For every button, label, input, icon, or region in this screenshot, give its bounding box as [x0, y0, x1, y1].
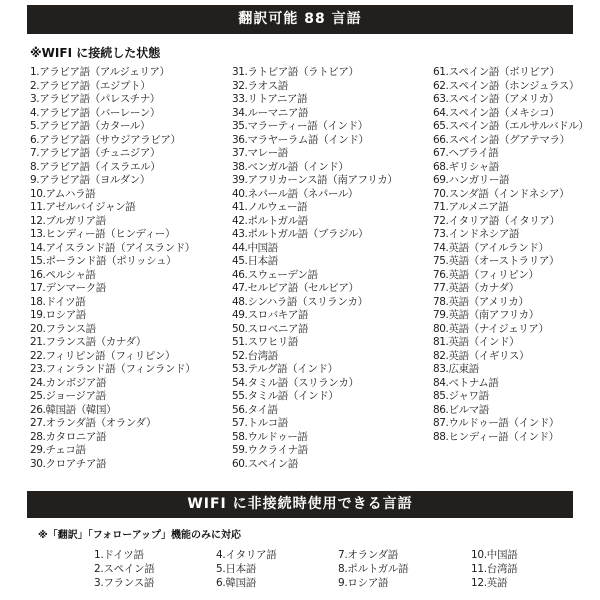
- language-list-item: 26.韓国語（韓国）: [30, 403, 117, 416]
- offline-language-item: 6.韓国語: [216, 577, 257, 589]
- language-list-item: 15.ポーランド語（ポリッシュ）: [30, 255, 177, 267]
- offline-language-item: 11.台湾語: [471, 563, 518, 575]
- language-list-item: 19.ロシア語: [30, 309, 86, 321]
- language-list-item: 38.ベンガル語（インド）: [232, 160, 349, 173]
- language-list-item: 54.タミル語（スリランカ）: [232, 376, 359, 389]
- language-list-item: 79.英語（南アフリカ）: [433, 309, 539, 321]
- language-list-item: 53.テルグ語（インド）: [232, 363, 338, 375]
- language-list-item: 69.ハンガリー語: [433, 174, 510, 186]
- language-list-item: 78.英語（アメリカ）: [433, 295, 529, 308]
- language-list-item: 87.ウルドゥー語（インド）: [433, 417, 560, 429]
- language-list-item: 13.ヒンディー語（ヒンディー）: [30, 228, 176, 240]
- language-list-item: 81.英語（インド）: [433, 336, 520, 348]
- language-list-item: 88.ヒンディー語（インド）: [433, 430, 559, 443]
- language-list-item: 60.スペイン語: [232, 457, 298, 470]
- language-list-item: 14.アイスランド語（アイスランド）: [30, 241, 195, 254]
- language-list-item: 52.台湾語: [232, 349, 278, 362]
- language-list-item: 71.アルメニア語: [433, 201, 509, 213]
- language-list-item: 83.広東語: [433, 363, 479, 375]
- language-list-item: 22.フィリピン語（フィリピン）: [30, 349, 176, 362]
- language-list-item: 24.カンボジア語: [30, 376, 107, 389]
- language-list-column-1: [30, 66, 195, 471]
- language-list-item: 85.ジャワ語: [433, 390, 489, 402]
- offline-language-grid: [94, 548, 564, 590]
- language-list-item: 5.アラビア語（カタール）: [30, 120, 151, 132]
- offline-language-item: 4.イタリア語: [216, 549, 277, 561]
- language-list-item: 46.スウェーデン語: [232, 268, 318, 281]
- language-list-item: 61.スペイン語（ボリビア）: [433, 66, 560, 78]
- language-list-item: 67.ヘブライ語: [433, 147, 499, 159]
- language-list-item: 75.英語（オーストラリア）: [433, 255, 560, 267]
- offline-banner: [27, 491, 573, 518]
- language-list-item: 73.インドネシア語: [433, 228, 520, 240]
- language-list-item: 31.ラトビア語（ラトビア）: [232, 66, 359, 78]
- language-list-item: 65.スペイン語（エルサルバドル）: [433, 120, 589, 132]
- language-list-item: 45.日本語: [232, 255, 278, 267]
- language-list-item: 64.スペイン語（メキシコ）: [433, 106, 560, 119]
- language-list-item: 36.マラヤーラム語（インド）: [232, 133, 369, 146]
- language-list-item: 82.英語（イギリス）: [433, 349, 530, 362]
- offline-banner-title: WIFI に非接続時使用できる言語: [187, 496, 413, 512]
- offline-language-item: 9.ロシア語: [338, 577, 389, 589]
- offline-language-item: 7.オランダ語: [338, 549, 398, 561]
- language-list-item: 21.フランス語（カナダ）: [30, 336, 146, 348]
- offline-language-item: 12.英語: [471, 577, 508, 589]
- language-list-item: 42.ポルトガル語: [232, 214, 308, 227]
- language-list-item: 51.スワヒリ語: [232, 336, 298, 348]
- language-list-item: 66.スペイン語（グアテマラ）: [433, 133, 570, 146]
- offline-language-item: 1.ドイツ語: [94, 549, 144, 561]
- language-list-item: 49.スロバキア語: [232, 309, 309, 321]
- offline-language-item: 8.ポルトガル語: [338, 563, 409, 575]
- language-list-item: 29.チェコ語: [30, 444, 86, 456]
- language-list-item: 74.英語（アイルランド）: [433, 241, 549, 254]
- language-list-item: 17.デンマーク語: [30, 282, 106, 294]
- language-list-item: 20.フランス語: [30, 322, 96, 335]
- language-list-item: 84.ベトナム語: [433, 376, 499, 389]
- language-list-item: 2.アラビア語（エジプト）: [30, 79, 151, 92]
- offline-note: ※「翻訳」「フォローアップ」機能のみに対応: [38, 530, 242, 541]
- language-list-item: 28.カタロニア語: [30, 430, 107, 443]
- language-list-item: 68.ギリシャ語: [433, 160, 499, 173]
- language-list-item: 3.アラビア語（パレスチナ）: [30, 93, 160, 105]
- language-list-item: 10.アムハラ語: [30, 187, 96, 200]
- language-list-item: 43.ポルトガル語（ブラジル）: [232, 228, 369, 240]
- language-list-column-3: [433, 66, 588, 444]
- language-list-item: 39.アフリカーンス語（南アフリカ）: [232, 174, 398, 186]
- language-list-item: 55.タミル語（インド）: [232, 390, 339, 402]
- language-list-item: 35.マラーティー語（インド）: [232, 120, 368, 132]
- language-list-item: 34.ルーマニア語: [232, 106, 309, 119]
- language-list-item: 76.英語（フィリピン）: [433, 268, 539, 281]
- language-list-item: 56.タイ語: [232, 403, 278, 416]
- language-list-item: 44.中国語: [232, 241, 278, 254]
- language-list-item: 12.ブルガリア語: [30, 214, 106, 227]
- language-list-item: 50.スロベニア語: [232, 322, 309, 335]
- wifi-section-heading: ※WIFI に接続した状態: [30, 46, 161, 60]
- language-list-item: 59.ウクライナ語: [232, 444, 308, 456]
- language-list-item: 58.ウルドゥー語: [232, 430, 308, 443]
- top-banner: [27, 5, 573, 34]
- language-list-item: 1.アラビア語（アルジェリア）: [30, 66, 170, 78]
- language-list-column-2: [232, 66, 397, 471]
- language-list-item: 11.アゼルバイジャン語: [30, 201, 136, 213]
- offline-language-item: 10.中国語: [471, 549, 518, 561]
- language-list-item: 8.アラビア語（イスラエル）: [30, 160, 161, 173]
- language-list-item: 77.英語（カナダ）: [433, 282, 519, 294]
- language-list-item: 57.トルコ語: [232, 417, 288, 429]
- language-list-item: 7.アラビア語（チュニジア）: [30, 147, 161, 159]
- language-list-item: 37.マレー語: [232, 147, 288, 159]
- language-list-item: 48.シンハラ語（スリランカ）: [232, 295, 368, 308]
- offline-language-item: 5.日本語: [216, 563, 257, 575]
- language-list-item: 72.イタリア語（イタリア）: [433, 214, 560, 227]
- offline-language-item: 2.スペイン語: [94, 563, 155, 575]
- language-list-item: 23.フィンランド語（フィンランド）: [30, 363, 196, 375]
- language-list-item: 25.ジョージア語: [30, 390, 106, 402]
- language-list-item: 16.ペルシャ語: [30, 268, 96, 281]
- language-list-item: 33.リトアニア語: [232, 93, 308, 105]
- language-list-item: 9.アラビア語（ヨルダン）: [30, 174, 151, 186]
- language-list-item: 63.スペイン語（アメリカ）: [433, 93, 559, 105]
- language-list-item: 6.アラビア語（サウジアラビア）: [30, 133, 181, 146]
- language-list-item: 70.スンダ語（インドネシア）: [433, 187, 570, 200]
- language-list-item: 40.ネパール語（ネパール）: [232, 187, 358, 200]
- language-list-item: 27.オランダ語（オランダ）: [30, 417, 157, 429]
- top-banner-title: 翻訳可能 88 言語: [238, 11, 362, 27]
- language-list-item: 41.ノルウェー語: [232, 201, 308, 213]
- language-list-item: 32.ラオス語: [232, 79, 288, 92]
- language-list-item: 30.クロアチア語: [30, 457, 107, 470]
- offline-language-item: 3.フランス語: [94, 577, 155, 589]
- language-list-item: 86.ビルマ語: [433, 403, 489, 416]
- language-list-item: 62.スペイン語（ホンジュラス）: [433, 79, 580, 92]
- language-list-item: 80.英語（ナイジェリア）: [433, 322, 549, 335]
- language-list-item: 47.セルビア語（セルビア）: [232, 282, 359, 294]
- language-list-item: 4.アラビア語（バーレーン）: [30, 106, 160, 119]
- language-list-item: 18.ドイツ語: [30, 295, 86, 308]
